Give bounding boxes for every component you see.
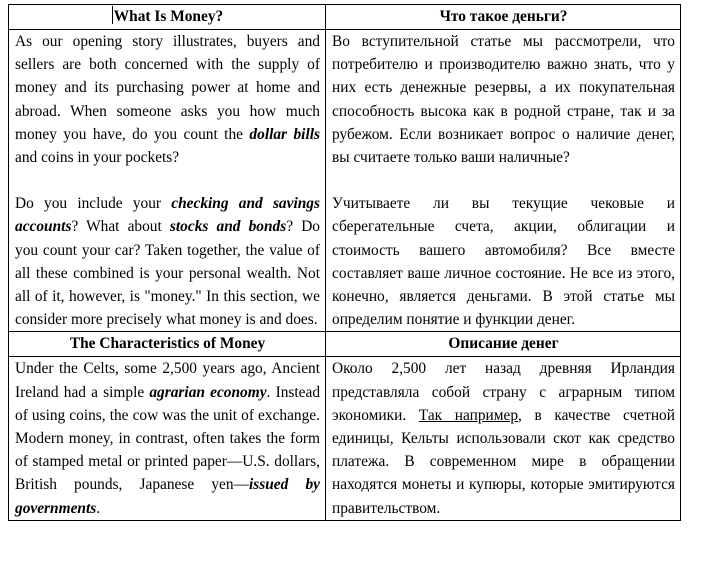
text-run: Около 2,500 лет назад древняя Ирландия представляла собой страну с аграрным типом экономики. bbox=[332, 360, 675, 424]
translation-table bbox=[8, 4, 681, 521]
ru-heading: Описание денег bbox=[448, 335, 559, 353]
table-row bbox=[9, 357, 681, 520]
en-heading: The Characteristics of Money bbox=[69, 335, 266, 353]
en-heading-cell[interactable] bbox=[9, 5, 326, 30]
text-run: ? Do you count your car? Taken together, the value of all these combined is your personal wealth. Not all of it, however, is "money." In this section, we consider more precisely what money is and does. bbox=[15, 218, 321, 329]
text-run: . Instead of using coins, the cow was the unit of exchange. Modern money, in contrast, often takes the form of stamped metal or printed paper—U.S. dollars, British pounds, Japanese yen— bbox=[15, 383, 321, 494]
emphasis-term: checking and savings accounts bbox=[15, 195, 320, 236]
ru-paragraph: Во вступительной статье мы рассмотрели, что потребителю и производителю важно знать, что у них есть денежные резервы, а их покупательная способность высока как в родной стране, так и за рубежом. Если возникает вопрос о наличие денег, вы считаете только ваши наличные? bbox=[332, 33, 675, 167]
ru-heading-cell[interactable] bbox=[326, 332, 681, 357]
text-cursor bbox=[112, 6, 113, 24]
emphasis-term: stocks and bonds bbox=[169, 218, 287, 236]
emphasis-term: agrarian economy bbox=[149, 383, 267, 401]
ru-heading-cell[interactable] bbox=[326, 5, 681, 30]
en-paragraph bbox=[15, 357, 320, 519]
text-run: Under the Celts, some 2,500 years ago, Ancient Ireland had a simple bbox=[15, 360, 320, 401]
text-run: Do you include your bbox=[15, 195, 172, 213]
ru-heading: Что такое деньги? bbox=[439, 8, 568, 25]
text-run: , в качестве счетной единицы, Кельты использовали скот как средство платежа. В современном мире в обращении находятся монеты и купюры, которые эмитируются правительством. bbox=[332, 406, 675, 517]
ru-text-cell[interactable] bbox=[326, 357, 681, 520]
en-heading-cell[interactable] bbox=[9, 332, 326, 357]
text-run: and coins in your pockets? bbox=[15, 149, 180, 167]
emphasis-term: dollar bills bbox=[249, 125, 320, 143]
text-run: As our opening story illustrates, buyers and sellers are both concerned with the supply of money and its purchasing power at home and abroad. When someone asks you how much money you have, do you count the bbox=[15, 33, 320, 143]
emphasis-term: issued by governments bbox=[15, 476, 320, 517]
en-heading: What Is Money? bbox=[113, 8, 224, 25]
en-paragraph bbox=[15, 30, 320, 169]
ru-text-cell[interactable] bbox=[326, 30, 681, 332]
ru-paragraph: Учитываете ли вы текущие чековые и сберегательные счета, акции, облигации и стоимость вашего автомобиля? Все вместе составляет ваше личное состояние. Не все из этого, конечно, является деньгами. В этой статье мы определим понятие и функции денег. bbox=[332, 195, 675, 329]
table-header-row bbox=[9, 5, 681, 30]
text-run: ? What about bbox=[71, 218, 170, 236]
en-paragraph bbox=[15, 192, 320, 331]
en-text-cell[interactable] bbox=[9, 357, 326, 520]
table-header-row bbox=[9, 332, 681, 357]
underlined-term: Так например bbox=[418, 406, 519, 424]
ru-paragraph bbox=[332, 357, 675, 519]
text-run: . bbox=[96, 499, 101, 517]
table-row bbox=[9, 30, 681, 332]
en-text-cell[interactable] bbox=[9, 30, 326, 332]
